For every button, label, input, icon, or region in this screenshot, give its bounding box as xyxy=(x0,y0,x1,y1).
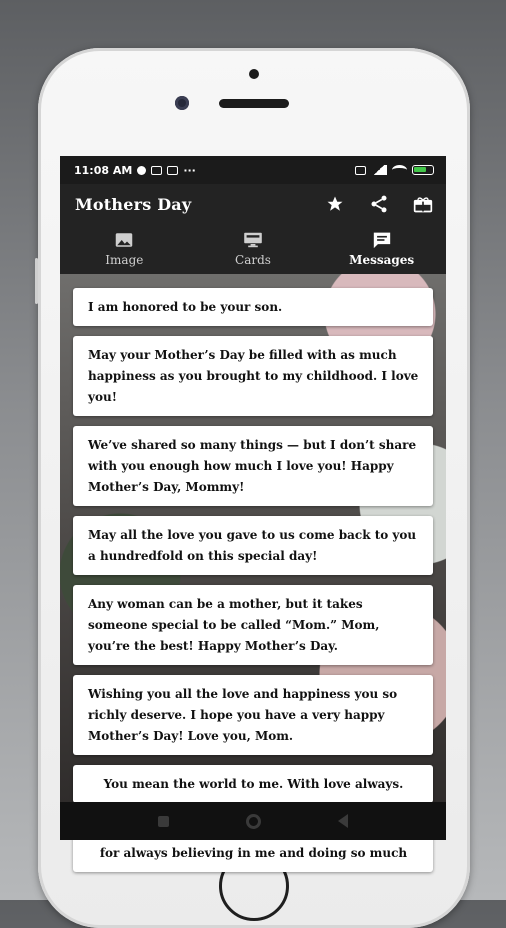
cards-icon xyxy=(242,231,264,249)
messages-list-area[interactable] xyxy=(60,274,446,860)
app-screen xyxy=(60,156,446,860)
message-notification-icon xyxy=(151,166,162,175)
message-list xyxy=(73,288,433,872)
status-overflow: ··· xyxy=(183,163,196,177)
message-icon xyxy=(371,231,393,249)
phone-front-camera xyxy=(175,96,189,110)
message-card[interactable]: Wishing you all the love and happiness you so richly deserve. I hope you have a very happy Mother’s Day! Love you, Mom. xyxy=(73,675,433,755)
message-card[interactable]: May all the love you gave to us come back to you a hundredfold on this special day! xyxy=(73,516,433,575)
mail-notification-icon xyxy=(167,166,178,175)
signal-icon xyxy=(371,165,387,175)
sim-icon xyxy=(355,166,366,175)
message-card[interactable]: for always believing in me and doing so much xyxy=(73,813,433,872)
phone-sensor-dot xyxy=(249,69,259,79)
tab-image-label: Image xyxy=(105,253,144,267)
back-button-icon[interactable] xyxy=(338,814,348,828)
app-title: Mothers Day xyxy=(75,194,192,214)
phone-earpiece xyxy=(219,99,289,108)
system-nav-bar xyxy=(60,802,446,840)
status-time: 11:08 AM xyxy=(74,163,133,177)
status-bar xyxy=(60,156,446,184)
share-icon[interactable] xyxy=(368,193,390,215)
gift-icon[interactable] xyxy=(412,193,434,215)
status-right xyxy=(355,165,434,175)
battery-icon xyxy=(412,165,434,175)
message-card[interactable]: We’ve shared so many things — but I don’t share with you enough how much I love you! Happy Mother’s Day, Mommy! xyxy=(73,426,433,506)
tab-messages-label: Messages xyxy=(349,253,415,267)
tab-cards-label: Cards xyxy=(235,253,271,267)
app-actions xyxy=(324,193,434,215)
tab-messages[interactable] xyxy=(317,224,446,274)
tab-image[interactable] xyxy=(60,224,189,274)
wifi-icon xyxy=(392,165,407,175)
recents-button-icon[interactable] xyxy=(158,816,169,827)
message-card[interactable]: May your Mother’s Day be filled with as much happiness as you brought to my childhood. I love you! xyxy=(73,336,433,416)
app-bar xyxy=(60,184,446,224)
image-icon xyxy=(113,231,135,249)
home-button-icon[interactable] xyxy=(246,814,261,829)
notification-icon xyxy=(137,166,146,175)
tab-cards[interactable] xyxy=(189,224,318,274)
message-card[interactable]: Any woman can be a mother, but it takes someone special to be called “Mom.” Mom, you’re the best! Happy Mother’s Day. xyxy=(73,585,433,665)
message-card[interactable]: I am honored to be your son. xyxy=(73,288,433,326)
tab-bar xyxy=(60,224,446,274)
status-left xyxy=(74,164,196,177)
star-icon[interactable] xyxy=(324,193,346,215)
phone-side-button xyxy=(35,258,38,304)
message-card[interactable]: You mean the world to me. With love always. xyxy=(73,765,433,803)
